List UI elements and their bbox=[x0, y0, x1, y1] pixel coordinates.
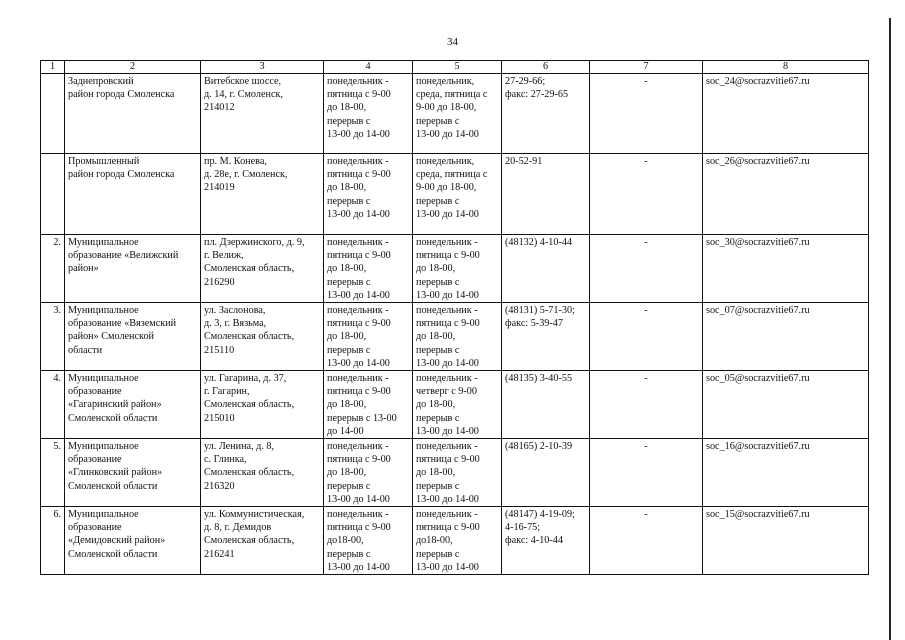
phone-numbers: (48135) 3-40-55 bbox=[502, 371, 590, 439]
col-header-6: 6 bbox=[502, 61, 590, 74]
hours-primary: понедельник - пятница с 9-00 до 18-00, перерыв с 13-00 до 14-00 bbox=[324, 303, 413, 371]
row-number bbox=[41, 74, 65, 154]
hours-primary: понедельник - пятница с 9-00 до 18-00, перерыв с 13-00 до 14-00 bbox=[324, 74, 413, 154]
table-row bbox=[41, 439, 869, 507]
hours-primary: понедельник - пятница с 9-00 до 18-00, перерыв с 13-00 до 14-00 bbox=[324, 154, 413, 235]
page-number: 34 bbox=[447, 36, 458, 48]
col7-value: - bbox=[590, 303, 703, 371]
email-address: soc_05@socrazvitie67.ru bbox=[703, 371, 869, 439]
phone-numbers: (48147) 4-19-09; 4-16-75; факс: 4-10-44 bbox=[502, 507, 590, 575]
org-address: Витебское шоссе, д. 14, г. Смоленск, 214012 bbox=[201, 74, 324, 154]
org-address: пр. М. Конева, д. 28е, г. Смоленск, 214019 bbox=[201, 154, 324, 235]
email-address: soc_30@socrazvitie67.ru bbox=[703, 235, 869, 303]
org-address: ул. Заслонова, д. 3, г. Вязьма, Смоленская область, 215110 bbox=[201, 303, 324, 371]
table-row bbox=[41, 235, 869, 303]
col7-value: - bbox=[590, 74, 703, 154]
col7-value: - bbox=[590, 371, 703, 439]
email-address: soc_16@socrazvitie67.ru bbox=[703, 439, 869, 507]
col-header-4: 4 bbox=[324, 61, 413, 74]
hours-reception: понедельник - пятница с 9-00 до18-00, перерыв с 13-00 до 14-00 bbox=[413, 507, 502, 575]
col7-value: - bbox=[590, 439, 703, 507]
contacts-table bbox=[40, 60, 869, 575]
col7-value: - bbox=[590, 507, 703, 575]
org-name: Муниципальное образование «Демидовский район» Смоленской области bbox=[65, 507, 201, 575]
hours-reception: понедельник - пятница с 9-00 до 18-00, перерыв с 13-00 до 14-00 bbox=[413, 303, 502, 371]
phone-numbers: 27-29-66; факс: 27-29-65 bbox=[502, 74, 590, 154]
col7-value: - bbox=[590, 235, 703, 303]
org-address: ул. Коммунистическая, д. 8, г. Демидов Смоленская область, 216241 bbox=[201, 507, 324, 575]
header-row bbox=[41, 61, 869, 74]
table-row bbox=[41, 154, 869, 235]
hours-primary: понедельник - пятница с 9-00 до 18-00, перерыв с 13-00 до 14-00 bbox=[324, 371, 413, 439]
row-number: 4. bbox=[41, 371, 65, 439]
hours-reception: понедельник, среда, пятница с 9-00 до 18-00, перерыв с 13-00 до 14-00 bbox=[413, 74, 502, 154]
row-number bbox=[41, 154, 65, 235]
phone-numbers: 20-52-91 bbox=[502, 154, 590, 235]
org-address: ул. Гагарина, д. 37, г. Гагарин, Смоленская область, 215010 bbox=[201, 371, 324, 439]
hours-primary: понедельник - пятница с 9-00 до 18-00, перерыв с 13-00 до 14-00 bbox=[324, 235, 413, 303]
hours-reception: понедельник - пятница с 9-00 до 18-00, перерыв с 13-00 до 14-00 bbox=[413, 235, 502, 303]
table-row bbox=[41, 303, 869, 371]
phone-numbers: (48131) 5-71-30; факс: 5-39-47 bbox=[502, 303, 590, 371]
page-edge-rule bbox=[889, 18, 891, 640]
hours-primary: понедельник - пятница с 9-00 до18-00, перерыв с 13-00 до 14-00 bbox=[324, 507, 413, 575]
org-name: Муниципальное образование «Вяземский район» Смоленской области bbox=[65, 303, 201, 371]
col-header-2: 2 bbox=[65, 61, 201, 74]
org-address: пл. Дзержинского, д. 9, г. Велиж, Смоленская область, 216290 bbox=[201, 235, 324, 303]
org-name: Промышленный район города Смоленска bbox=[65, 154, 201, 235]
phone-numbers: (48132) 4-10-44 bbox=[502, 235, 590, 303]
row-number: 5. bbox=[41, 439, 65, 507]
col-header-3: 3 bbox=[201, 61, 324, 74]
col-header-8: 8 bbox=[703, 61, 869, 74]
email-address: soc_07@socrazvitie67.ru bbox=[703, 303, 869, 371]
hours-reception: понедельник - пятница с 9-00 до 18-00, перерыв с 13-00 до 14-00 bbox=[413, 439, 502, 507]
org-name: Заднепровский район города Смоленска bbox=[65, 74, 201, 154]
col-header-7: 7 bbox=[590, 61, 703, 74]
email-address: soc_15@socrazvitie67.ru bbox=[703, 507, 869, 575]
col-header-5: 5 bbox=[413, 61, 502, 74]
row-number: 3. bbox=[41, 303, 65, 371]
col-header-1: 1 bbox=[41, 61, 65, 74]
email-address: soc_24@socrazvitie67.ru bbox=[703, 74, 869, 154]
col7-value: - bbox=[590, 154, 703, 235]
org-name: Муниципальное образование «Велижский район» bbox=[65, 235, 201, 303]
table-row bbox=[41, 74, 869, 154]
org-address: ул. Ленина, д. 8, с. Глинка, Смоленская область, 216320 bbox=[201, 439, 324, 507]
org-name: Муниципальное образование «Глинковский район» Смоленской области bbox=[65, 439, 201, 507]
hours-reception: понедельник, среда, пятница с 9-00 до 18-00, перерыв с 13-00 до 14-00 bbox=[413, 154, 502, 235]
table-row bbox=[41, 371, 869, 439]
phone-numbers: (48165) 2-10-39 bbox=[502, 439, 590, 507]
org-name: Муниципальное образование «Гагаринский район» Смоленской области bbox=[65, 371, 201, 439]
hours-reception: понедельник - четверг с 9-00 до 18-00, перерыв с 13-00 до 14-00 bbox=[413, 371, 502, 439]
email-address: soc_26@socrazvitie67.ru bbox=[703, 154, 869, 235]
row-number: 2. bbox=[41, 235, 65, 303]
table-row bbox=[41, 507, 869, 575]
hours-primary: понедельник - пятница с 9-00 до 18-00, перерыв с 13-00 до 14-00 bbox=[324, 439, 413, 507]
row-number: 6. bbox=[41, 507, 65, 575]
